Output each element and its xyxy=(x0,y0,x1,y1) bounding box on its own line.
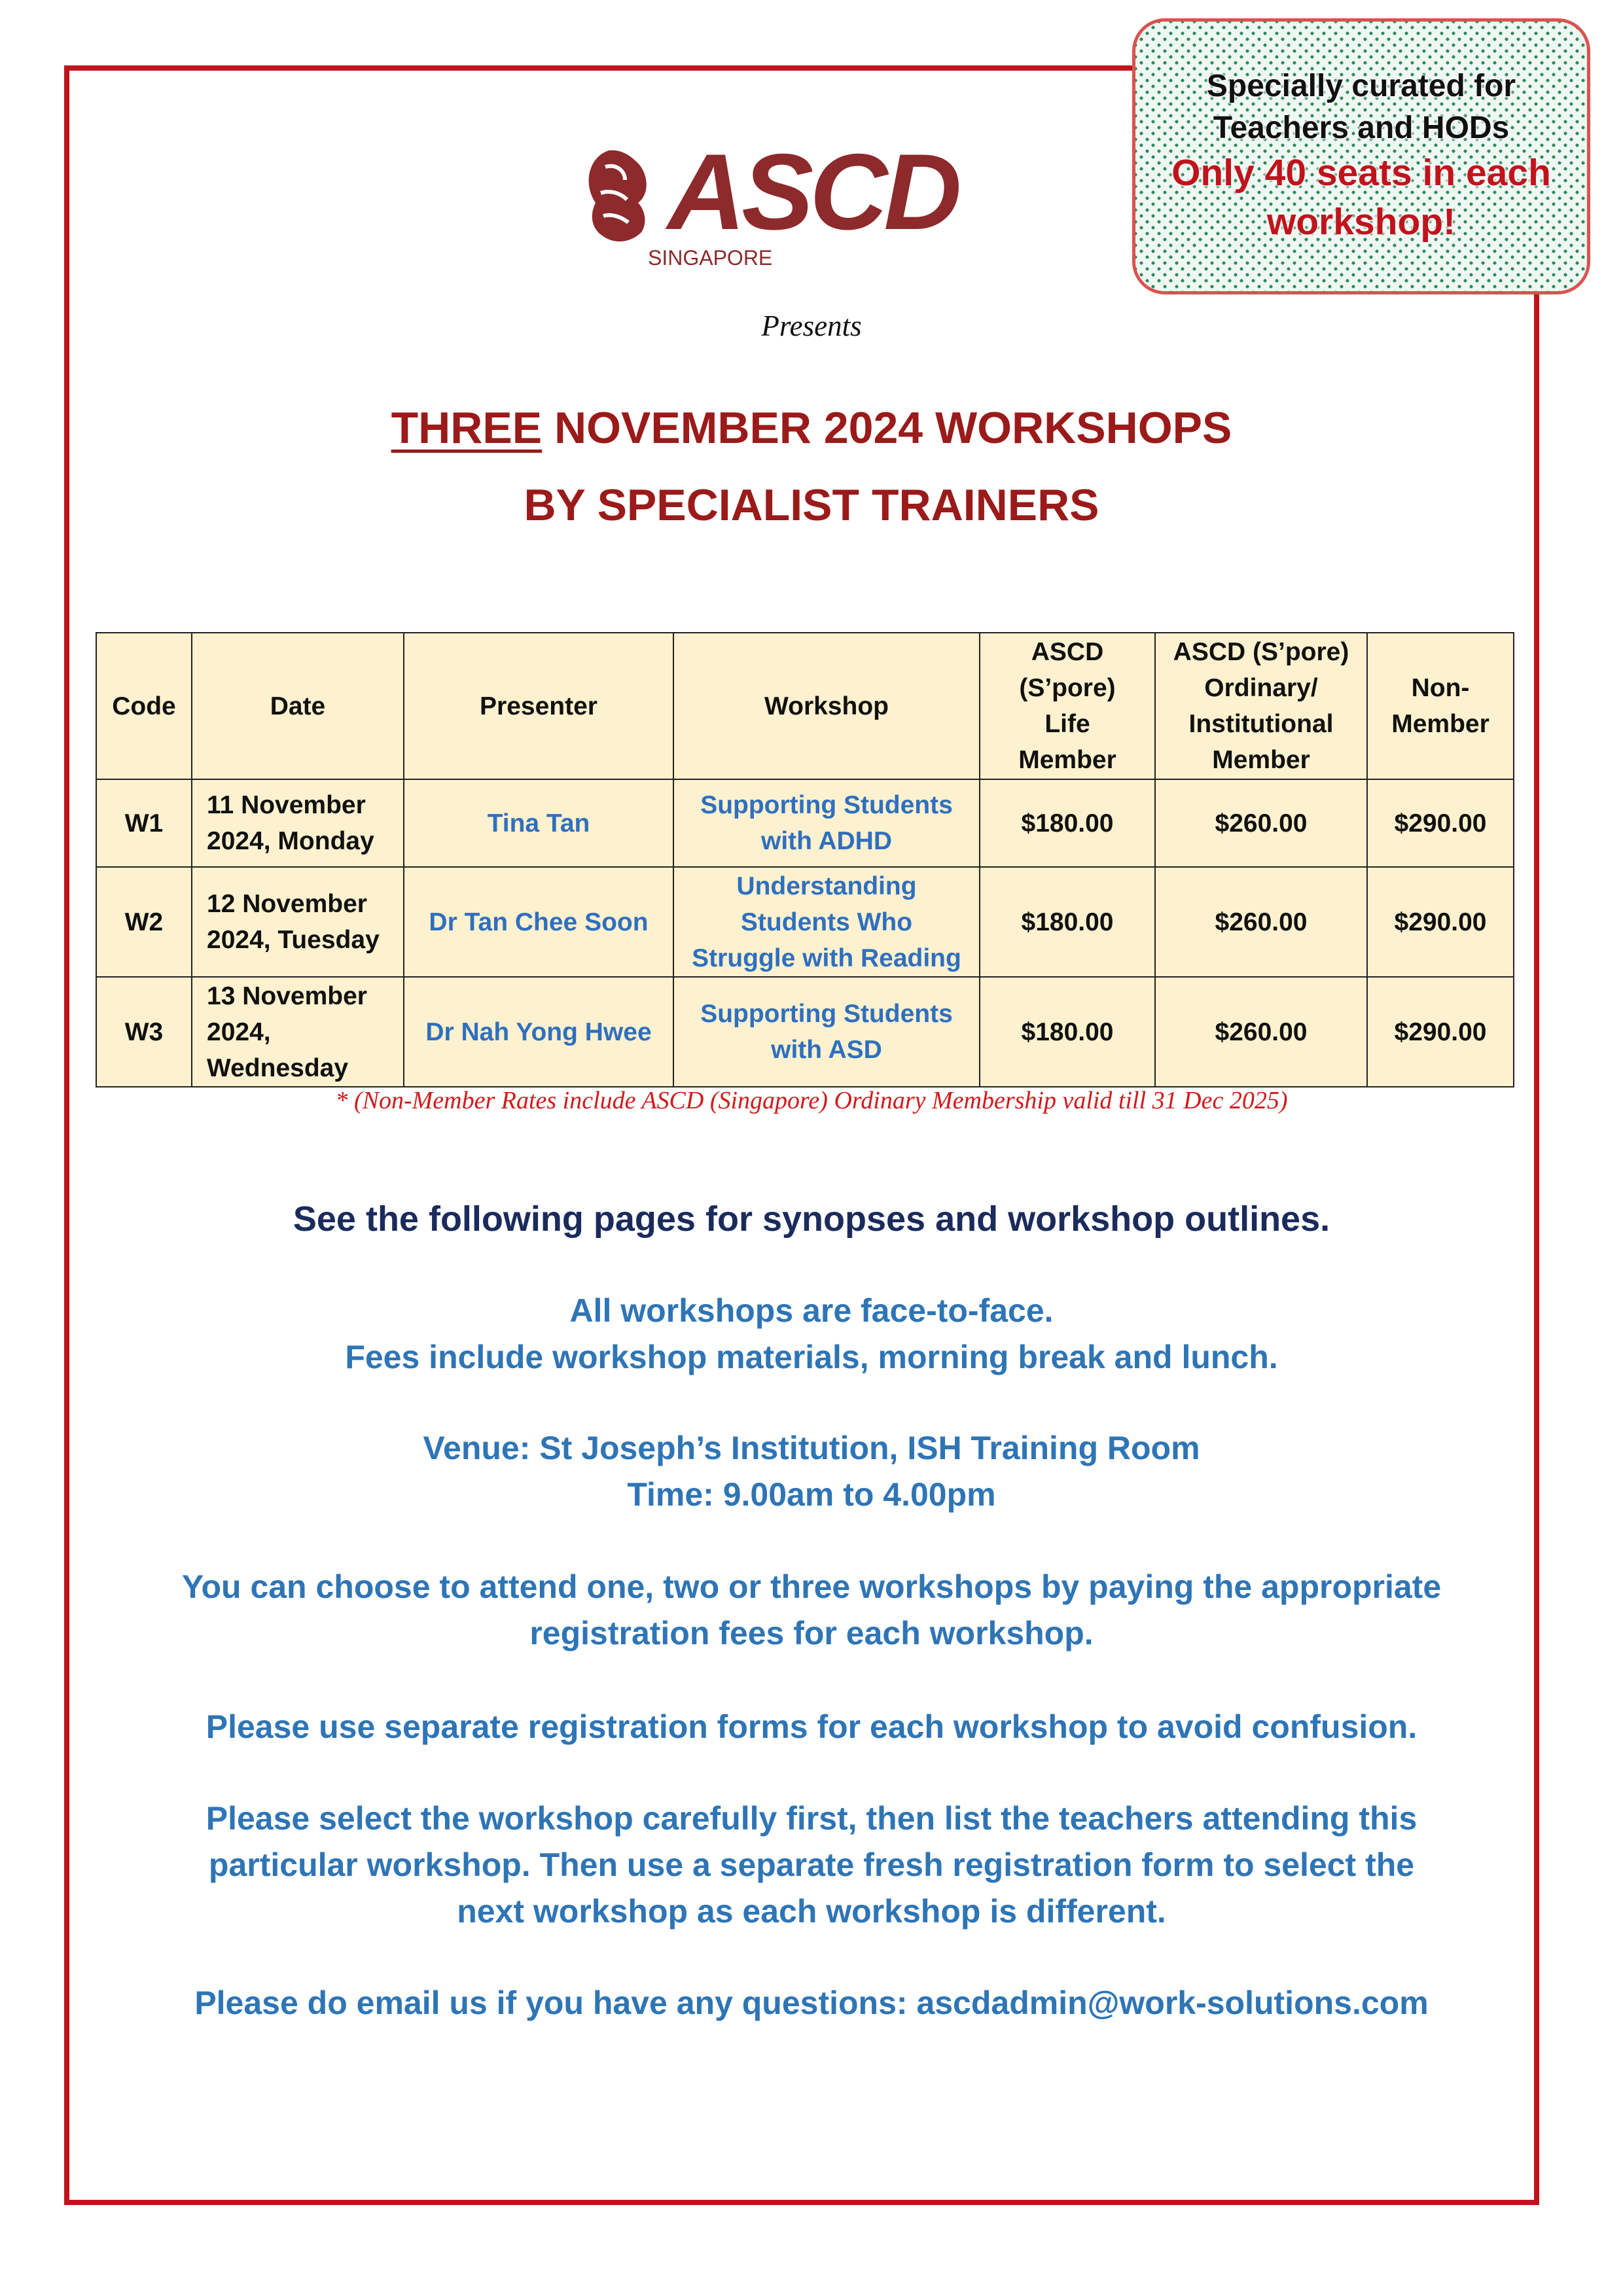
row-non-member-fee: $290.00 xyxy=(1367,977,1514,1087)
header-ordinary-member xyxy=(1155,633,1367,779)
merlion-icon xyxy=(589,150,647,241)
header-ordinary-line: Member xyxy=(1212,746,1310,774)
row-code: W1 xyxy=(96,779,192,867)
non-member-note: * (Non-Member Rates include ASCD (Singapore) Ordinary Membership valid till 31 Dec 2025) xyxy=(335,1087,1288,1114)
header-non-line: Non- xyxy=(1411,674,1470,702)
callout-line-2: Teachers and HODs xyxy=(1213,110,1510,145)
title-emphasis: THREE xyxy=(391,403,543,453)
workshop-line: with ASD xyxy=(771,1036,882,1064)
email-line: Please do email us if you have any questions: ascdadmin@work-solutions.com xyxy=(194,1985,1429,2021)
header-life-line: Member xyxy=(1018,746,1116,774)
row-workshop xyxy=(673,867,980,977)
workshop-line: with ADHD xyxy=(760,827,893,855)
date-line: 2024, Monday xyxy=(207,827,374,855)
choose-line: registration fees for each workshop. xyxy=(529,1615,1094,1651)
date-line: Wednesday xyxy=(207,1053,349,1082)
select-block xyxy=(0,1795,1623,1935)
row-code: W3 xyxy=(96,977,192,1087)
header-date: Date xyxy=(192,633,404,779)
logo-wordmark: ASCD xyxy=(668,132,958,252)
row-life-fee: $180.00 xyxy=(980,867,1155,977)
row-workshop xyxy=(673,977,980,1087)
header-life-member xyxy=(980,633,1155,779)
title-line-2: BY SPECIALIST TRAINERS xyxy=(524,480,1099,530)
row-ordinary-fee: $260.00 xyxy=(1155,977,1367,1087)
presents-label: Presents xyxy=(761,309,862,342)
workshop-line: Supporting Students xyxy=(700,791,953,819)
workshop-line: Supporting Students xyxy=(700,1000,953,1028)
ascd-logo xyxy=(569,131,1041,281)
row-life-fee: $180.00 xyxy=(980,977,1155,1087)
select-line: next workshop as each workshop is different. xyxy=(457,1893,1166,1930)
header-presenter: Presenter xyxy=(404,633,673,779)
row-presenter: Dr Tan Chee Soon xyxy=(404,867,673,977)
row-ordinary-fee: $260.00 xyxy=(1155,867,1367,977)
select-line: Please select the workshop carefully first, then list the teachers attending this xyxy=(205,1800,1418,1837)
table-row xyxy=(96,867,1514,977)
date-line: 2024, Tuesday xyxy=(207,926,380,954)
date-line: 2024, xyxy=(207,1017,271,1046)
row-date xyxy=(192,977,404,1087)
time-line: Time: 9.00am to 4.00pm xyxy=(627,1476,996,1513)
select-line: particular workshop. Then use a separate fresh registration form to select the xyxy=(208,1846,1415,1883)
row-presenter: Dr Nah Yong Hwee xyxy=(404,977,673,1087)
title-line-1 xyxy=(0,389,1623,467)
row-non-member-fee: $290.00 xyxy=(1367,867,1514,977)
header-ordinary-line: ASCD (S’pore) xyxy=(1173,638,1349,666)
date-line: 12 November xyxy=(207,890,367,918)
header-life-line: ASCD xyxy=(1031,638,1104,666)
date-line: 11 November xyxy=(207,791,366,819)
separate-forms-line: Please use separate registration forms for each workshop to avoid confusion. xyxy=(205,1708,1418,1745)
header-life-line: Life xyxy=(1044,710,1090,738)
header-non-line: Member xyxy=(1391,710,1489,738)
callout-line-1: Specially curated for xyxy=(1206,69,1516,104)
seats-callout xyxy=(1132,18,1590,294)
table-row xyxy=(96,779,1514,867)
header-workshop: Workshop xyxy=(673,633,980,779)
logo-sub: SINGAPORE xyxy=(648,246,773,270)
venue-block xyxy=(0,1425,1623,1518)
row-ordinary-fee: $260.00 xyxy=(1155,779,1367,867)
row-code: W2 xyxy=(96,867,192,977)
header-ordinary-line: Institutional xyxy=(1188,710,1334,738)
see-pages-line: See the following pages for synopses and workshop outlines. xyxy=(293,1199,1330,1239)
row-life-fee: $180.00 xyxy=(980,779,1155,867)
fees-line: Fees include workshop materials, morning break and lunch. xyxy=(345,1339,1278,1375)
row-date xyxy=(192,867,404,977)
workshop-line: Struggle with Reading xyxy=(692,944,961,972)
format-block xyxy=(0,1288,1623,1381)
workshop-line: Understanding xyxy=(736,872,917,900)
callout-line-3: Only 40 seats in each xyxy=(1171,152,1551,194)
row-non-member-fee: $290.00 xyxy=(1367,779,1514,867)
header-life-line: (S’pore) xyxy=(1019,674,1116,702)
row-workshop xyxy=(673,779,980,867)
choose-line: You can choose to attend one, two or three workshops by paying the appropriate xyxy=(181,1568,1442,1605)
face-to-face-line: All workshops are face-to-face. xyxy=(569,1292,1054,1329)
table-header-row xyxy=(96,633,1514,779)
header-non-member xyxy=(1367,633,1514,779)
row-date xyxy=(192,779,404,867)
header-ordinary-line: Ordinary/ xyxy=(1204,674,1318,702)
venue-line: Venue: St Joseph’s Institution, ISH Training Room xyxy=(423,1430,1200,1466)
page-title xyxy=(0,389,1623,544)
choose-block xyxy=(0,1564,1623,1657)
header-code: Code xyxy=(96,633,192,779)
table-row xyxy=(96,977,1514,1087)
title-rest: NOVEMBER 2024 WORKSHOPS xyxy=(542,403,1232,453)
row-presenter: Tina Tan xyxy=(404,779,673,867)
date-line: 13 November xyxy=(207,981,367,1010)
callout-line-4: workshop! xyxy=(1266,201,1456,243)
workshop-fee-table xyxy=(96,632,1514,1087)
workshop-line: Students Who xyxy=(740,908,913,936)
